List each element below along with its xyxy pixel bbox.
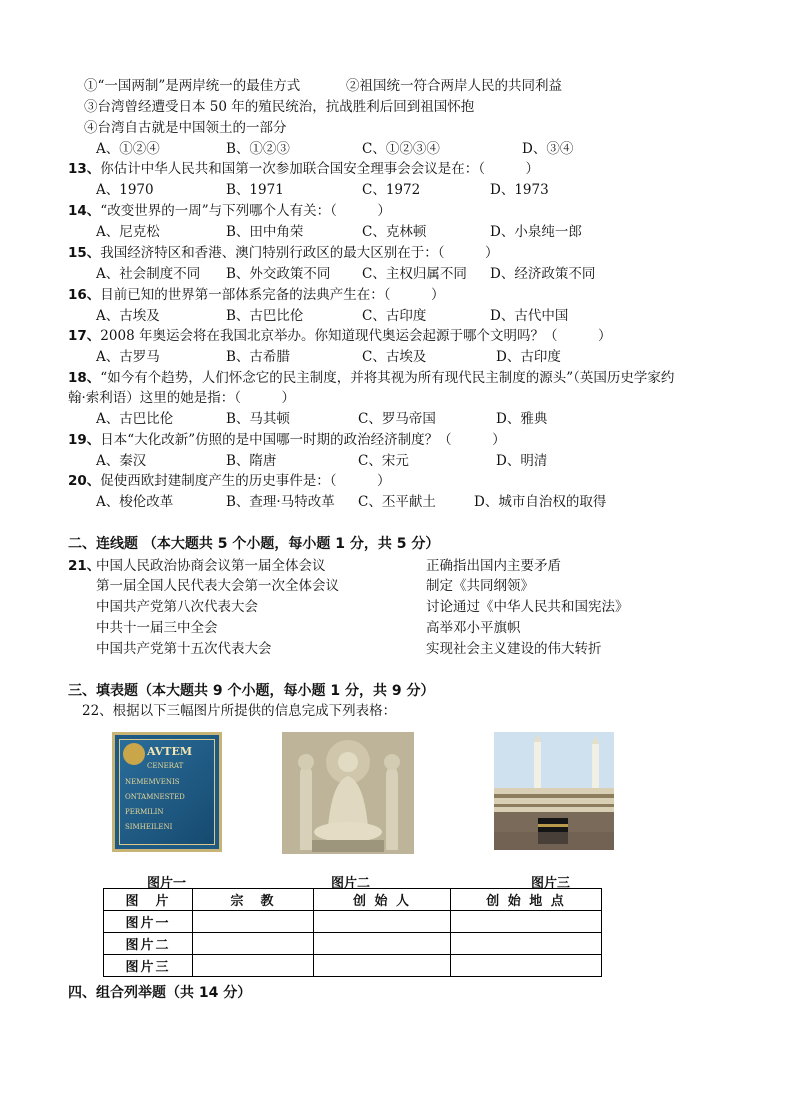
option-d: D、经济政策不同 xyxy=(490,266,596,282)
section-2-title: 二、连线题 （本大题共 5 个小题，每小题 1 分，共 5 分） xyxy=(68,536,440,552)
option-c: C、克林顿 xyxy=(362,224,427,240)
statement-2: ②祖国统一符合两岸人民的共同利益 xyxy=(346,78,562,94)
option-c: C、罗马帝国 xyxy=(358,411,436,427)
picture-two-buddha-relief xyxy=(282,732,414,854)
option-d: D、1973 xyxy=(490,182,549,198)
question-20: 20、促使西欧封建制度产生的历史事件是：（ ） xyxy=(68,473,391,489)
answer-cell[interactable] xyxy=(314,933,451,955)
answer-table xyxy=(103,888,602,977)
question-16: 16、目前已知的世界第一部体系完备的法典产生在：（ ） xyxy=(68,287,445,303)
caption-picture-one: 图片一 xyxy=(147,876,187,891)
option-b: B、查理·马特改革 xyxy=(226,494,335,510)
option-d: D、小泉纯一郎 xyxy=(490,224,582,240)
row-label: 图片一 xyxy=(104,911,193,933)
option-b: B、古希腊 xyxy=(226,349,290,365)
option-b: B、1971 xyxy=(226,182,284,198)
caption-picture-three: 图片三 xyxy=(531,876,571,891)
question-19: 19、日本“大化改新”仿照的是中国哪一时期的政治经济制度？（ ） xyxy=(68,432,506,448)
option-d: D、古代中国 xyxy=(490,308,569,324)
question-18-continued: 翰·索利语）这里的她是指：（ ） xyxy=(68,390,296,406)
option-a: A、秦汉 xyxy=(96,453,147,469)
mosque-drawing xyxy=(494,732,614,850)
option-c: C、宋元 xyxy=(358,453,409,469)
option-a: A、①②④ xyxy=(96,141,160,157)
option-a: A、尼克松 xyxy=(96,224,160,240)
question-14: 14、“改变世界的一周”与下列哪个人有关：（ ） xyxy=(68,203,391,219)
option-d: D、明清 xyxy=(496,453,548,469)
option-a: A、社会制度不同 xyxy=(96,266,201,282)
statement-4: ④台湾自古就是中国领土的一部分 xyxy=(84,120,287,136)
header-picture: 图 片 xyxy=(104,889,193,911)
option-d: D、雅典 xyxy=(496,411,548,427)
option-c: C、主权归属不同 xyxy=(362,266,467,282)
answer-cell[interactable] xyxy=(451,911,602,933)
match-right-1: 正确指出国内主要矛盾 xyxy=(426,558,561,574)
option-d: D、古印度 xyxy=(496,349,561,365)
table-header-row xyxy=(104,889,602,911)
question-22: 22、根据以下三幅图片所提供的信息完成下列表格： xyxy=(82,703,397,719)
header-religion: 宗 教 xyxy=(193,889,314,911)
question-18: 18、“如今有个趋势，人们怀念它的民主制度，并将其视为所有现代民主制度的源头”（英国历史学家约 xyxy=(68,370,675,386)
option-c: C、古印度 xyxy=(362,308,427,324)
option-b: B、①②③ xyxy=(226,141,290,157)
header-origin-place: 创 始 地 点 xyxy=(451,889,602,911)
table-row xyxy=(104,933,602,955)
table-row xyxy=(104,955,602,977)
answer-cell[interactable] xyxy=(193,911,314,933)
buddha-relief-drawing xyxy=(282,732,414,854)
option-d: D、③④ xyxy=(522,141,574,157)
question-15: 15、我国经济特区和香港、澳门特别行政区的最大区别在于：（ ） xyxy=(68,245,499,261)
question-13: 13、你估计中华人民共和国第一次参加联合国安全理事会会议是在：（ ） xyxy=(68,161,540,177)
option-c: C、①②③④ xyxy=(362,141,440,157)
answer-cell[interactable] xyxy=(451,933,602,955)
match-right-2: 制定《共同纲领》 xyxy=(426,578,534,594)
match-left-4: 中共十一届三中全会 xyxy=(96,620,218,636)
picture-three-mosque xyxy=(494,732,614,850)
answer-cell[interactable] xyxy=(314,911,451,933)
option-b: B、古巴比伦 xyxy=(226,308,304,324)
match-left-1: 中国人民政治协商会议第一届全体会议 xyxy=(96,558,326,574)
option-c: C、古埃及 xyxy=(362,349,427,365)
section-3-title: 三、填表题（本大题共 9 个小题，每小题 1 分，共 9 分） xyxy=(68,683,435,699)
option-a: A、古巴比伦 xyxy=(96,411,174,427)
option-a: A、梭伦改革 xyxy=(96,494,174,510)
match-left-2: 第一届全国人民代表大会第一次全体会议 xyxy=(96,578,339,594)
row-label: 图片二 xyxy=(104,933,193,955)
option-a: A、古罗马 xyxy=(96,349,160,365)
option-b: B、马其顿 xyxy=(226,411,290,427)
header-founder: 创 始 人 xyxy=(314,889,451,911)
caption-picture-two: 图片二 xyxy=(331,876,371,891)
match-right-4: 高举邓小平旗帜 xyxy=(426,620,521,636)
question-17: 17、2008 年奥运会将在我国北京举办。你知道现代奥运会起源于哪个文明吗？（ ） xyxy=(68,328,612,344)
answer-cell[interactable] xyxy=(451,955,602,977)
match-right-3: 讨论通过《中华人民共和国宪法》 xyxy=(426,599,629,615)
row-label: 图片三 xyxy=(104,955,193,977)
match-left-5: 中国共产党第十五次代表大会 xyxy=(96,641,272,657)
statement-1: ①“一国两制”是两岸统一的最佳方式 xyxy=(84,78,301,94)
section-4-title: 四、组合列举题（共 14 分） xyxy=(68,985,252,1001)
option-c: C、丕平献土 xyxy=(358,494,436,510)
option-c: C、1972 xyxy=(362,182,421,198)
option-b: B、隋唐 xyxy=(226,453,277,469)
picture-one-manuscript: AVTEM CENERAT NEMEMVENIS ONTAMNESTED PERMILIN SIMHEILENI xyxy=(112,732,222,852)
answer-cell[interactable] xyxy=(193,933,314,955)
statement-3: ③台湾曾经遭受日本 50 年的殖民统治，抗战胜利后回到祖国怀抱 xyxy=(84,99,475,115)
answer-cell[interactable] xyxy=(193,955,314,977)
table-row xyxy=(104,911,602,933)
option-b: B、田中角荣 xyxy=(226,224,304,240)
match-left-3: 中国共产党第八次代表大会 xyxy=(96,599,258,615)
option-b: B、外交政策不同 xyxy=(226,266,331,282)
option-d: D、城市自治权的取得 xyxy=(474,494,607,510)
question-21-number: 21、 xyxy=(68,558,101,574)
match-right-5: 实现社会主义建设的伟大转折 xyxy=(426,641,602,657)
answer-cell[interactable] xyxy=(314,955,451,977)
option-a: A、1970 xyxy=(96,182,154,198)
option-a: A、古埃及 xyxy=(96,308,160,324)
